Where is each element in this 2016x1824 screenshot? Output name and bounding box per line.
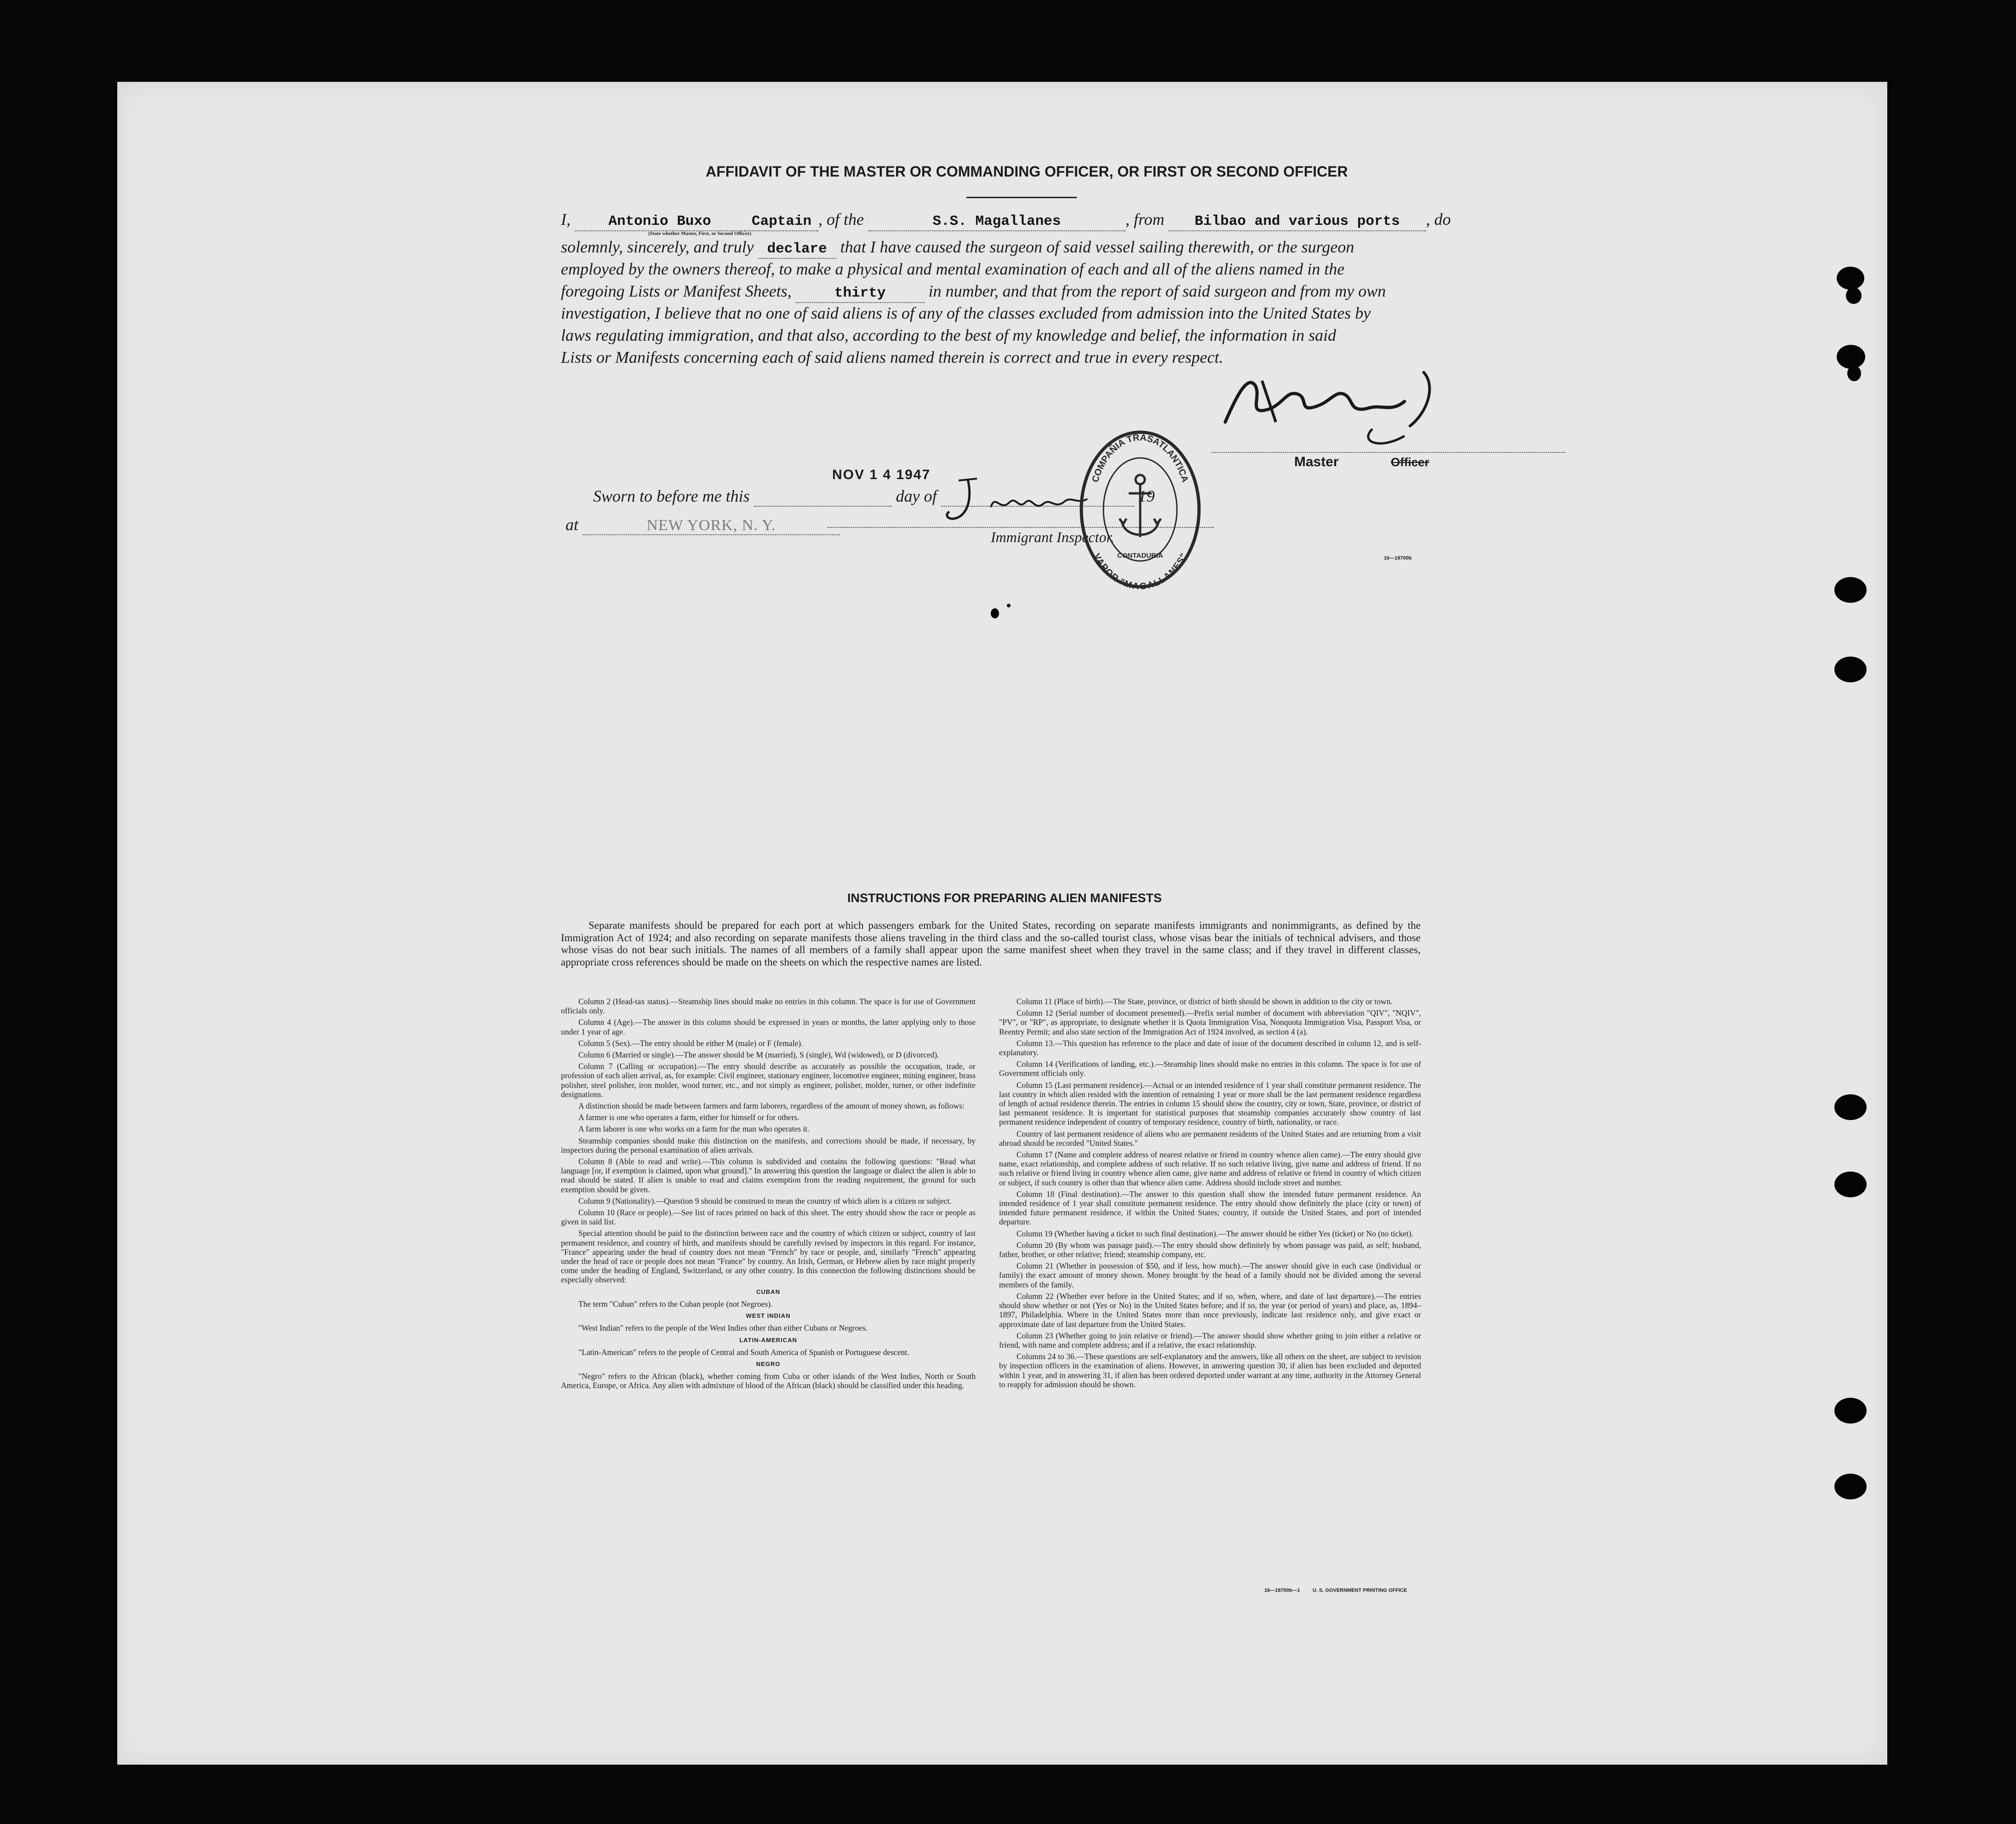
signature-role: Master — [1294, 454, 1339, 469]
rank-hint: (State whether Master, First, or Second Officer) — [648, 231, 752, 236]
form-code: 16—18700b — [1384, 555, 1412, 561]
stamp-top-text: COMPAÑIA TRASATLANTICA — [1090, 432, 1190, 484]
instruction-paragraph: Steamship companies should make this distinction on the manifests, and corrections should be made, if necessary, by inspectors during the personal examination of alien arrivals. — [561, 1136, 976, 1155]
instruction-paragraph: Column 11 (Place of birth).—The State, province, or district of birth should be shown in addition to the city or town. — [1017, 997, 1393, 1006]
affidavit-line-6: laws regulating immigration, and that also, according to the best of my knowledge and belief, the information in said — [561, 326, 1336, 344]
ship-seal-stamp — [1076, 427, 1205, 592]
location-stamp: NEW YORK, N. Y. — [583, 517, 840, 535]
affidavit-line-5: investigation, I believe that no one of said aliens is of any of the classes excluded from admission into the United States by — [561, 304, 1371, 322]
instruction-paragraph: Column 5 (Sex).—The entry should be either M (male) or F (female). — [578, 1038, 803, 1048]
from-text: , from — [1125, 210, 1165, 229]
instruction-paragraph: Column 7 (Calling or occupation).—The entry should describe as accurately as possible the occupation, trade, or profession of each alien arrival, as, for example: Civil engineer, stationary engineer, locomotive engineer, mining engineer, brass polisher, steel polisher, iron molder, wood turner, etc., and not simply as engineer, polisher, molder, turner, or other indefinite designations. — [561, 1062, 976, 1099]
day-of-text: day of — [896, 487, 937, 505]
affidavit-line-1 — [561, 210, 1451, 231]
affidavit-line-4 — [561, 281, 1386, 303]
affidavit-line-2 — [561, 237, 1354, 259]
signature-line — [1211, 452, 1565, 453]
sworn-day-field — [754, 486, 892, 507]
punch-hole — [1837, 345, 1865, 369]
punch-hole — [1834, 1094, 1867, 1120]
instruction-paragraph: Column 10 (Race or people).—See list of races printed on back of this sheet. The entry should show the race or people as given in said list. — [561, 1208, 976, 1227]
year-prefix: 19 — [1138, 487, 1155, 505]
do-text: , do — [1426, 210, 1451, 229]
instructions-left-column — [561, 997, 976, 1393]
punch-hole — [1834, 1172, 1867, 1197]
instruction-paragraph: Column 20 (By whom was passage paid).—The entry should show definitely by whom passage was paid, as self; husband, father, brother, or other relative; friend; steamship company, etc. — [999, 1240, 1421, 1259]
pronoun-i: I, — [561, 210, 571, 229]
footer-printer: U. S. GOVERNMENT PRINTING OFFICE — [1313, 1588, 1407, 1593]
title-rule — [966, 197, 1077, 198]
west-indian-heading: WEST INDIAN — [746, 1312, 791, 1320]
instruction-paragraph: Country of last permanent residence of aliens who are permanent residents of the United States and are returning from a visit abroad should be recorded "United States." — [999, 1129, 1421, 1148]
instruction-paragraph: Column 12 (Serial number of document presented).—Prefix serial number of document with abbreviation "QIV", "NQIV", "PV", or "RP", as appropriate, to designate whether it is Quota Immigration Visa, Nonquota Immigration Visa, Passport Visa, or Reentry Permit; and also state section of the Immigration Act of 1924 involved, as section 4 (a). — [999, 1008, 1421, 1036]
instruction-paragraph: A farmer is one who operates a farm, either for himself or for others. — [578, 1113, 800, 1122]
instructions-right-column — [999, 997, 1421, 1391]
west-indian-definition: "West Indian" refers to the people of the West Indies other than either Cubans or Negroes. — [578, 1323, 868, 1333]
master-name: Antonio Buxo — [575, 213, 745, 231]
line4-pre: foregoing Lists or Manifest Sheets, — [561, 282, 792, 300]
stamp-center-text: CONTADURIA — [1117, 552, 1163, 560]
line2-post: that I have caused the surgeon of said vessel sailing therewith, or the surgeon — [840, 238, 1354, 256]
instruction-paragraph: A farm laborer is one who works on a farm for the man who operates it. — [578, 1124, 810, 1134]
punch-hole — [1834, 577, 1867, 603]
instruction-paragraph: Column 6 (Married or single).—The answer should be M (married), S (single), Wd (widowed), or D (divorced). — [578, 1050, 939, 1060]
line2-pre: solemnly, sincerely, and truly — [561, 238, 754, 256]
instruction-paragraph: Columns 24 to 36.—These questions are self-explanatory and the answers, like all others on the sheet, are subject to revision by inspection officers in the examination of aliens. However, in answering question 30, if alien has been excluded and deported within 1 year, and in answering 31, if alien has been ordered deported under warrant at any time, authority in the Attorney General to reapply for admission should be shown. — [999, 1352, 1421, 1389]
instruction-paragraph: Column 19 (Whether having a ticket to such final destination).—The answer should be either Yes (ticket) or No (no ticket). — [1017, 1229, 1414, 1238]
negro-definition: "Negro" refers to the African (black), whether coming from Cuba or other islands of the West Indies, North or South America, Europe, or Africa. Any alien with admixture of blood of the African (black) should be classified under this heading. — [561, 1372, 976, 1390]
instructions-intro: Separate manifests should be prepared for each port at which passengers embark for the United States, recording on separate manifests immigrants and nonimmigrants, as defined by the Immigration Act of 1924; and also recording on separate manifests those aliens traveling in the third class and the so-called tourist class, whose visas bear the initials of technical advisers, and those whose visas do not bear such initials. The names of all members of a family shall appear upon the same manifest sheet when they travel in the same class; and if they travel in different classes, appropriate cross references should be made on the sheets on which the respective names are listed. — [561, 920, 1421, 968]
footer-code: 16—18700b—1 — [1264, 1588, 1300, 1593]
punch-hole — [1834, 657, 1867, 682]
officer-rank: Captain — [745, 213, 818, 231]
line4-post: in number, and that from the report of said surgeon and from my own — [928, 282, 1386, 300]
latin-american-definition: "Latin-American" refers to the people of Central and South America of Spanish or Portuguese descent. — [578, 1347, 909, 1357]
sworn-at-line — [565, 515, 840, 535]
declare-word: declare — [758, 240, 836, 259]
master-signature — [1207, 358, 1556, 450]
punch-hole — [1834, 1398, 1867, 1424]
manifest-sheet — [117, 82, 1887, 1765]
instruction-paragraph: Column 4 (Age).—The answer in this column should be expressed in years or months, the latter applying only to those under 1 year of age. — [561, 1018, 976, 1036]
alien-count: thirty — [796, 285, 925, 303]
of-the-text: , of the — [818, 210, 864, 229]
instruction-paragraph: Column 13.—This question has reference to the place and date of issue of the document described in column 12, and is self-explanatory. — [999, 1038, 1421, 1058]
punch-hole — [1846, 287, 1862, 304]
affidavit-line-3: employed by the owners thereof, to make a physical and mental examination of each and all of the aliens named in the — [561, 260, 1345, 278]
affidavit-title: AFFIDAVIT OF THE MASTER OR COMMANDING OFFICER, OR FIRST OR SECOND OFFICER — [706, 163, 1348, 180]
punch-hole — [1847, 366, 1861, 381]
instruction-paragraph: Column 17 (Name and complete address of nearest relative or friend in country whence alien came).—The entry should give name, exact relationship, and complete address of such relative. If no such relative living, give name and address of friend. If no such relative or friend living in country whence alien came, give name and address of relative or friend in country of which citizen or subject, if such country is other than that whence alien came. Address should include street and number. — [999, 1150, 1421, 1187]
signature-role-struck: Officer — [1391, 455, 1429, 469]
latin-american-heading: LATIN-AMERICAN — [739, 1336, 797, 1344]
instruction-paragraph: Special attention should be paid to the distinction between race and the country of which citizen or subject, country of last permanent residence, and country of birth, and manifests should be carefully revised by inspectors in this regard. For instance, "France" appearing under the head of country does not mean "French" by race or people, and, similarly "French" appearing under the head of race or people does not mean "France" by country. An Irish, German, or Hebrew alien by race might properly come under the heading of England, Switzerland, or any other country. In this connection the following distinctions should be especially observed: — [561, 1229, 976, 1285]
instruction-paragraph: Column 8 (Able to read and write).—This column is subdivided and contains the following questions: "Read what language [or, if exemption is claimed, upon what ground]." In answering this question the language or dialect the alien is able to read should be stated. If alien is unable to read and claims exemption from the reading requirement, the ground for such exemption should be given. — [561, 1157, 976, 1194]
instruction-paragraph: Column 2 (Head-tax status).—Steamship lines should make no entries in this column. The space is for use of Government officials only. — [561, 997, 976, 1016]
ink-speck — [991, 608, 999, 618]
instruction-paragraph: Column 15 (Last permanent residence).—Actual or an intended residence of 1 year shall constitute permanent residence. The last country in which alien resided with the intention of remaining 1 year or more shall be the last permanent residence regardless of length of actual residence therein. The entries in column 15 should show the country, city or town, State, province, or district of last permanent residence. It is important for statistical purposes that steamship companies accurately show country of last permanent residence independent of country of temporary residence, country of birth, nationality, or race. — [999, 1080, 1421, 1127]
instructions-title: INSTRUCTIONS FOR PREPARING ALIEN MANIFESTS — [847, 891, 1162, 905]
origin-port: Bilbao and various ports — [1169, 213, 1426, 231]
instruction-paragraph: Column 14 (Verifications of landing, etc.).—Steamship lines should make no entries in this column. The space is for use of Government officials only. — [999, 1059, 1421, 1078]
affidavit-line-7: Lists or Manifests concerning each of said aliens named therein is correct and true in every respect. — [561, 348, 1223, 366]
negro-heading: NEGRO — [756, 1360, 781, 1367]
cuban-definition: The term "Cuban" refers to the Cuban people (not Negroes). — [578, 1299, 773, 1309]
instruction-paragraph: Column 18 (Final destination).—The answer to this question shall show the intended future permanent residence. An intended residence of 1 year shall constitute permanent residence. The entry should show definitely the place (city or town) of intended future permanent residence, if within the United States; country, if outside the United States, and port of intended departure. — [999, 1189, 1421, 1227]
instruction-paragraph: A distinction should be made between farmers and farm laborers, regardless of the amount of money shown, as follows: — [578, 1101, 965, 1111]
sworn-date-stamp: NOV 1 4 1947 — [832, 467, 931, 482]
inspector-title: Immigrant Inspector. — [991, 529, 1114, 545]
instruction-paragraph: Column 22 (Whether ever before in the United States; and if so, when, where, and date of last departure).—The entries should show whether or not (Yes or No) in the United States before; and if so, the year (or period of years) and place, as, 1894–1897, Philadelphia. Where in the United States more than once previously, indicate last residence only, and give exact or approximate date of last departure from the United States. — [999, 1291, 1421, 1329]
ink-speck — [1007, 604, 1011, 607]
sworn-pre: Sworn to before me this — [593, 487, 750, 505]
instruction-paragraph: Column 9 (Nationality).—Question 9 should be construed to mean the country of which alien is a citizen or subject. — [578, 1196, 952, 1206]
instruction-paragraph: Column 23 (Whether going to join relative or friend).—The answer should show whether going to join either a relative or friend, with name and complete address; and if a relative, the exact relationship. — [999, 1331, 1421, 1349]
punch-hole — [1834, 1474, 1867, 1499]
instruction-paragraph: Column 21 (Whether in possession of $50, and if less, how much).—The answer should give in each case (individual or family) the exact amount of money shown. Money brought by the head of a family should not be divided among the several members of the family. — [999, 1261, 1421, 1289]
vessel-name: S.S. Magallanes — [868, 213, 1125, 231]
at-text: at — [565, 515, 579, 534]
anchor-icon — [1119, 475, 1161, 537]
stamp-bottom-text: VAPOR "MAGALLANES" — [1091, 552, 1189, 592]
punch-hole — [1837, 267, 1864, 290]
cuban-heading: CUBAN — [756, 1288, 780, 1295]
